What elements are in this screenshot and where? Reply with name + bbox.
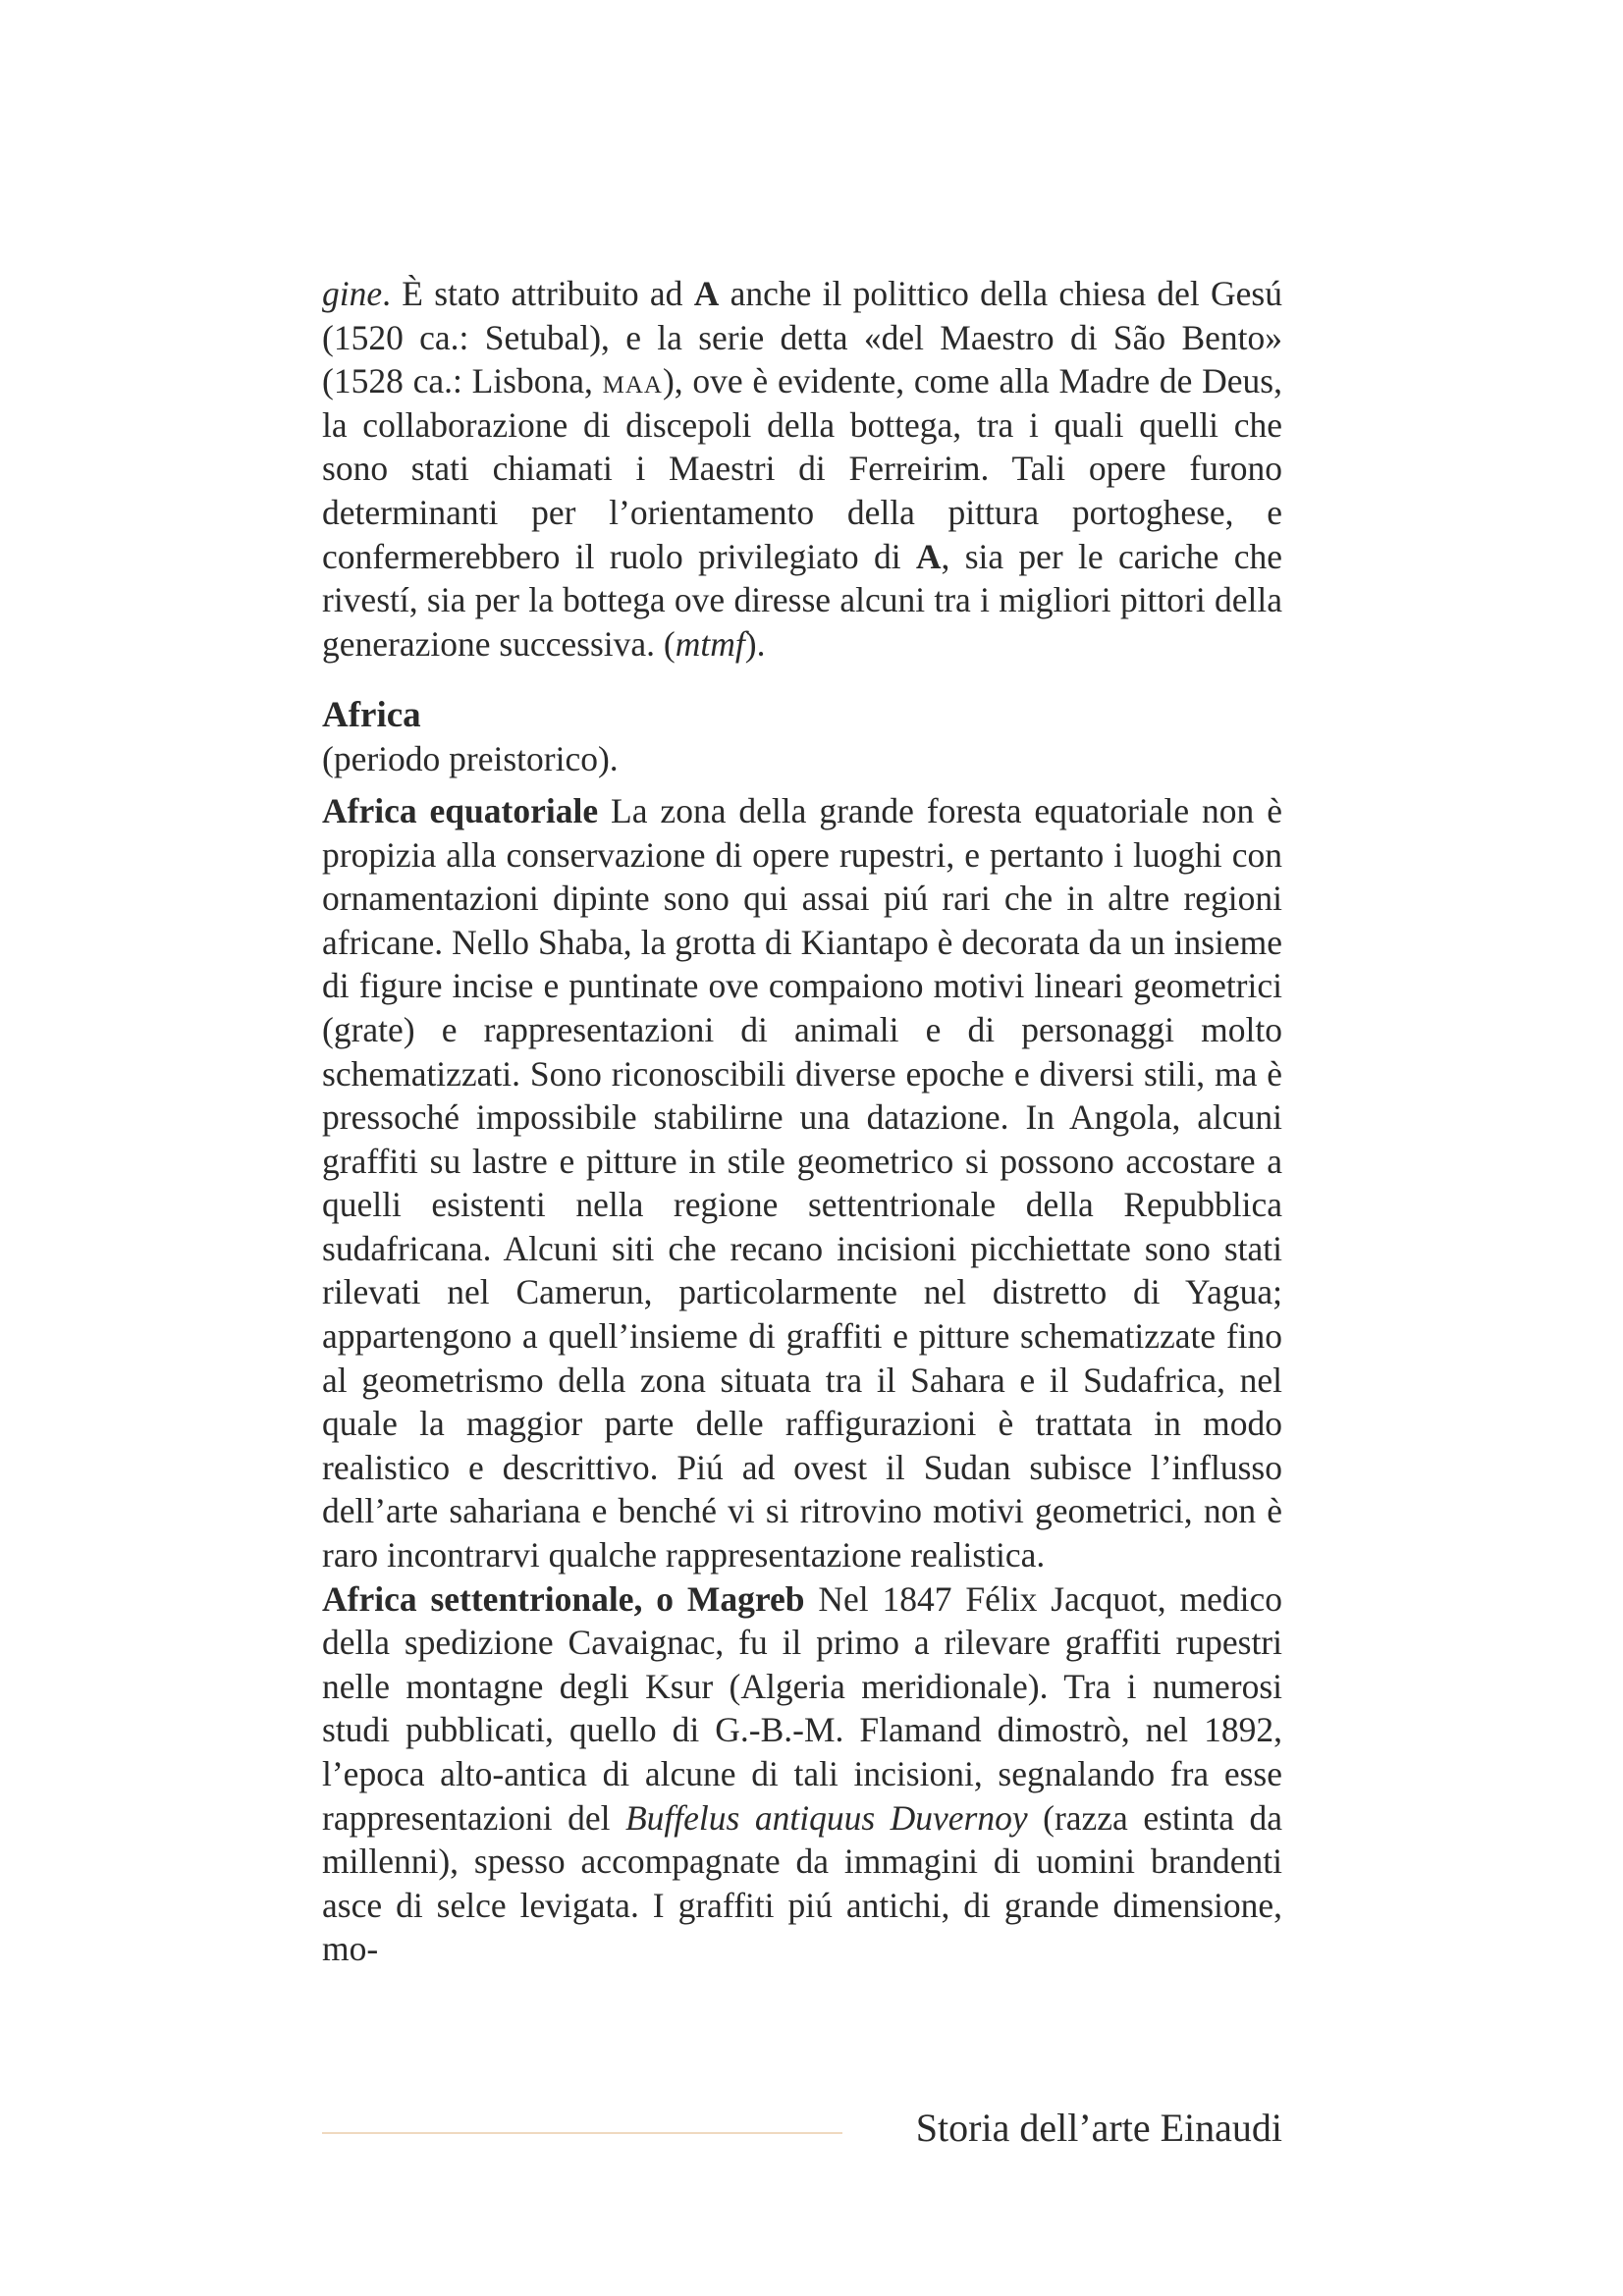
intro-bold-b: A xyxy=(915,536,942,576)
entry-title: Africa xyxy=(322,695,421,736)
section-text-maghreb-a: Nel 1847 Félix Jacquot, medico della spedizione Cavaignac, fu il primo a rilevare graffiti rupestri nelle montagne degli Ksur (Algeria meridionale). Tra i numerosi studi pubblicati, quello di G.-B.-M. Flamand dimostrò, nel 1892, l’epoca alto-antica di alcune di tali incisioni, segnalando fra esse rappresentazioni del xyxy=(322,1578,1282,1838)
section-text-maghreb-species: Buffelus antiquus Duvernoy xyxy=(624,1797,1028,1838)
intro-italic-start: gine xyxy=(322,274,383,313)
section-text-maghreb-b: (razza estinta da millenni), spesso accompagnate da immagini di uomini brandenti asce di selce levigata. I graffiti piú antichi, di grande dimensione, mo- xyxy=(322,1797,1283,1969)
page-footer xyxy=(322,2099,1282,2158)
intro-text-a: . È stato attribuito ad xyxy=(382,274,694,313)
section-equatorial-africa xyxy=(322,789,1282,1577)
intro-paragraph xyxy=(322,272,1282,666)
intro-text-e: ). xyxy=(744,623,766,664)
intro-text-b: anche il polittico della chiesa del Gesú (1520 ca.: Setubal), e la serie detta «del Maestro di São Bento» (1528 ca.: Lisbona, xyxy=(322,274,1282,401)
intro-text-d: , sia per le cariche che rivestí, sia per la bottega ove diresse alcuni tra i migliori pittori della generazione successiva. ( xyxy=(322,536,1283,664)
section-north-africa xyxy=(322,1577,1282,1971)
entry-subtitle: (periodo preistorico). xyxy=(322,739,619,779)
intro-bold-a: A xyxy=(693,274,720,313)
intro-museum-abbrev: maa xyxy=(602,361,663,401)
section-heading-maghreb: Africa settentrionale, o Magreb xyxy=(322,1578,805,1619)
footer-rule xyxy=(322,2132,842,2134)
section-heading-equatorial: Africa equatoriale xyxy=(322,790,599,830)
section-text-equatorial: La zona della grande foresta equatoriale non è propizia alla conservazione di opere rupestri, e pertanto i luoghi con ornamentazioni dipinte sono qui assai piú rari che in altre regioni africane. Nello Shaba, la grotta di Kiantapo è decorata da un insieme di figure incise e puntinate ove compaiono motivi lineari geometrici (grate) e rappresentazioni di animali e di personaggi molto schematizzati. Sono riconoscibili diverse epoche e diversi stili, ma è pressoché impossibile stabilirne una datazione. In Angola, alcuni graffiti su lastre e pitture in stile geometrico si possono accostare a quelli esistenti nella regione settentrionale della Repubblica sudafricana. Alcuni siti che recano incisioni picchiettate sono stati rilevati nel Camerun, particolarmente nel distretto di Yagua; appartengono a quell’insieme di graffiti e pitture schematizzate fino al geometrismo della zona situata tra il Sahara e il Sudafrica, nel quale la maggior parte delle raffigurazioni è trattata in modo realistico e descrittivo. Piú ad ovest il Sudan subisce l’influsso dell’arte sahariana e benché vi si ritrovino motivi geometrici, non è raro incontrarvi qualche rappresentazione realistica. xyxy=(322,790,1282,1575)
intro-text-c: ), ove è evidente, come alla Madre de Deus, la collaborazione di discepoli della bottega, tra i quali quelli che sono stati chiamati i Maestri di Ferreirim. Tali opere furono determinanti per l’orientamento della pittura portoghese, e confermerebbero il ruolo privilegiato di xyxy=(322,361,1282,576)
page-body xyxy=(322,272,1282,1971)
footer-publication-title: Storia dell’arte Einaudi xyxy=(915,2106,1282,2150)
intro-author-initials: mtmf xyxy=(675,623,745,664)
